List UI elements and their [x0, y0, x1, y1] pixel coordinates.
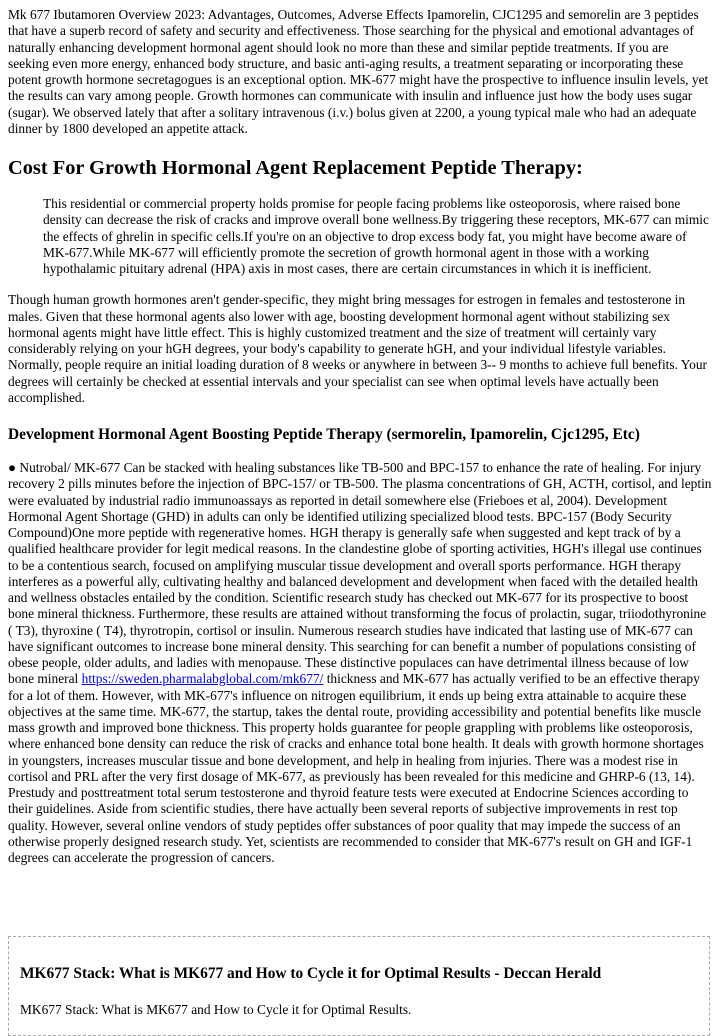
heading-boost: Development Hormonal Agent Boosting Peptide Therapy (sermorelin, Ipamorelin, Cjc1295, Etc) — [8, 426, 640, 443]
blockquote: This residential or commercial property holds promise for people facing problems like osteoporosis, where raised bone density can decrease the risk of cracks and improve overall bone wellness.By triggering these receptors, MK-677 can mimic the effects of ghrelin in specific cells.If you're on an objective to drop excess body fat, you might have become aware of MK-677.While MK-677 will efficiently promote the secretion of growth hormonal agent in those with a working hypothalamic pituitary adrenal (HPA) axis in most cases, there are certain circumstances in which it is inefficient. — [43, 196, 709, 276]
long-paragraph — [8, 460, 712, 866]
intro-paragraph: Mk 677 Ibutamoren Overview 2023: Advantages, Outcomes, Adverse Effects Ipamorelin, CJC1295 and semorelin are 3 peptides that have a superb record of safety and security and effectiveness. Those searching for the physical and emotional advantages of naturally enhancing development hormonal agent should look no more than these and similar peptide treatments. If you are seeking even more energy, enhanced body structure, and basic anti-aging results, a treatment separating or incorporating these potent growth hormone secretagogues is an exceptional option. MK-677 might have the prospective to influence insulin levels, yet the results can vary among people. Growth hormones can communicate with insulin and influence just how the body uses sugar (sugar). We observed lately that after a solitary intravenous (i.v.) bolus given at 2200, a young typical male who had an adequate dinner by 1800 developed an appetite attack. — [8, 7, 709, 136]
hgh-paragraph: Though human growth hormones aren't gender-specific, they might bring messages for estrogen in females and testosterone in males. Given that these hormonal agents also lower with age, boosting development hormonal agent without stabilizing sex hormonal agents might have little effect. This is highly customized treatment and the size of treatment will certainly vary considerably relying on your hGH degrees, your body's capability to generate hGH, and your individual lifestyle variables. Normally, people require an initial loading duration of 8 weeks or anywhere in between 3-- 9 months to achieve full benefits. Your degrees will certainly be checked at essential intervals and your specialist can see when optimal levels have actually been accomplished. — [8, 292, 707, 405]
article — [8, 7, 712, 866]
related-article-box — [8, 936, 710, 1036]
long-paragraph-part-1: ● Nutrobal/ MK-677 Can be stacked with healing substances like TB-500 and BPC-157 to enhance the rate of healing. For injury recovery 2 pills minutes before the injection of BPC-157/ or TB-500. The plasma concentrations of GH, ACTH, cortisol, and leptin were evaluated by industrial radio immunoassays as reported in detail somewhere else (Frieboes et al, 2004). Development Hormonal Agent Shortage (GHD) in adults can only be identified utilizing specialized blood tests. BPC-157 (Body Security Compound)One more peptide with regenerative homes. HGH therapy is generally safe when suggested and kept track of by a qualified healthcare provider for legit medical reasons. In the clandestine globe of sporting activities, HGH's illegal use continues to be a contentious search, focused on amplifying muscular tissue development and overall sports performance. HGH therapy interferes as a powerful ally, cultivating healthy and balanced development and development when faced with the detailed health and wellness obstacles entailed by the condition. Scientific research study has checked out MK-677 for its prospective to boost bone mineral thickness. Furthermore, these results are attained without transforming the focus of prolactin, sugar, triiodothyronine ( T3), thyroxine ( T4), thyrotropin, cortisol or insulin. Numerous research studies have indicated that lasting use of MK-677 can have significant outcomes to increase bone mineral density. This searching for can benefit a number of populations consisting of obese people, older adults, and ladies with menopause. These distinctive populaces can have detrimental illness because of low bone mineral — [8, 460, 712, 687]
heading-cost: Cost For Growth Hormonal Agent Replacement Peptide Therapy: — [8, 157, 583, 179]
box-heading: MK677 Stack: What is MK677 and How to Cycle it for Optimal Results - Deccan Herald — [20, 965, 602, 982]
pharmalab-link[interactable]: https://sweden.pharmalabglobal.com/mk677/ — [81, 671, 324, 687]
box-text: MK677 Stack: What is MK677 and How to Cycle it for Optimal Results. — [20, 1002, 412, 1017]
long-paragraph-part-2: thickness and MK-677 has actually verified to be an effective therapy for a lot of them. However, with MK-677's influence on nitrogen equilibrium, it ends up being extra attainable to acquire these objectives at the same time. MK-677, the startup, takes the dental route, providing accessibility and potential benefits like muscle mass growth and improved bone thickness. This property holds guarantee for people grappling with problems like osteoporosis, where enhanced bone density can reduce the risk of cracks and enhance total bone health. It deals with growth hormone shortages in youngsters, increases muscular tissue and bone development, and help in healing from injuries. There was a modest rise in cortisol and PRL after the very first dosage of MK-677, as previously has been revealed for this medicine and GHRP-6 (13, 14). Prestudy and posttreatment total serum testosterone and thyroid feature tests were executed at Endocrine Sciences according to their guidelines. Aside from scientific studies, there have actually been several reports of subjective improvements in rest top quality. However, several online vendors of study peptides offer substances of poor quality that may impede the success of an otherwise properly designed research study. Yet, scientists are recommended to consider that MK-677's result on GH and IGF-1 degrees can accelerate the progression of cancers. — [8, 671, 704, 865]
